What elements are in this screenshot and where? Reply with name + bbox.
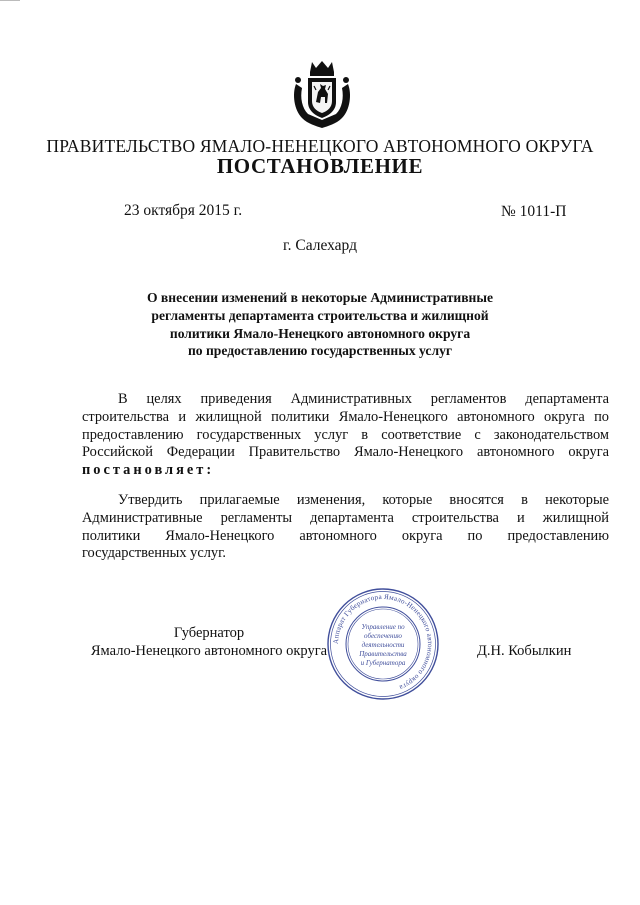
preamble-paragraph — [82, 391, 609, 480]
document-city: г. Салехард — [283, 237, 357, 254]
paragraph-line: политики Ямало-Ненецкого автономного округа по предоставлению — [82, 527, 609, 544]
signatory-title — [80, 624, 338, 660]
heading-line: регламенты департамента строительства и жилищной — [151, 307, 489, 323]
seal-center-line: деятельности — [361, 641, 405, 649]
heading-line: О внесении изменений в некоторые Административные — [146, 290, 494, 305]
seal-center-line: Правительства — [359, 650, 407, 658]
signatory-title-line: Губернатор — [173, 625, 245, 641]
signatory-name: Д.Н. Кобылкин — [477, 643, 572, 659]
seal-ring-text: Аппарат Губернатора Ямало-Ненецкого автономного округа — [331, 592, 435, 692]
document-date: 23 октября 2015 г. — [124, 202, 243, 219]
seal-center-line: и Губернатора — [360, 659, 406, 667]
paragraph-line: Административные регламенты департамента строительства и жилищной — [82, 509, 609, 526]
paragraph-line: В целях приведения Административных регламентов департамента — [118, 391, 609, 407]
heading-line: политики Ямало-Ненецкого автономного округа — [169, 325, 471, 341]
heading-line: по предоставлению государственных услуг — [187, 343, 453, 359]
paragraph-line: строительства и жилищной политики Ямало-Ненецкого автономного округа по — [82, 408, 609, 425]
government-title: ПРАВИТЕЛЬСТВО ЯМАЛО-НЕНЕЦКОГО АВТОНОМНОГО ОКРУГА — [46, 136, 594, 156]
margin-mark — [0, 0, 20, 1]
resolve-word: постановляет: — [82, 462, 215, 479]
seal-center-line: Управление по — [361, 623, 405, 631]
paragraph-line: государственных услуг. — [82, 545, 226, 562]
resolution-paragraph — [82, 492, 609, 563]
paragraph-line: Российской Федерации Правительство Ямало-Ненецкого автономного округа — [82, 444, 609, 461]
document-heading — [60, 289, 580, 360]
document-number: № 1011-П — [501, 203, 567, 220]
paragraph-line: Утвердить прилагаемые изменения, которые вносятся в некоторые — [118, 492, 609, 508]
paragraph-line: предоставлению государственных услуг в соответствие с законодательством — [82, 426, 609, 443]
official-seal — [326, 587, 440, 701]
coat-of-arms-icon — [290, 58, 354, 130]
seal-center-line: обеспечению — [364, 632, 402, 640]
signatory-title-line: Ямало-Ненецкого автономного округа — [90, 643, 328, 659]
document-type: ПОСТАНОВЛЕНИЕ — [216, 154, 424, 178]
